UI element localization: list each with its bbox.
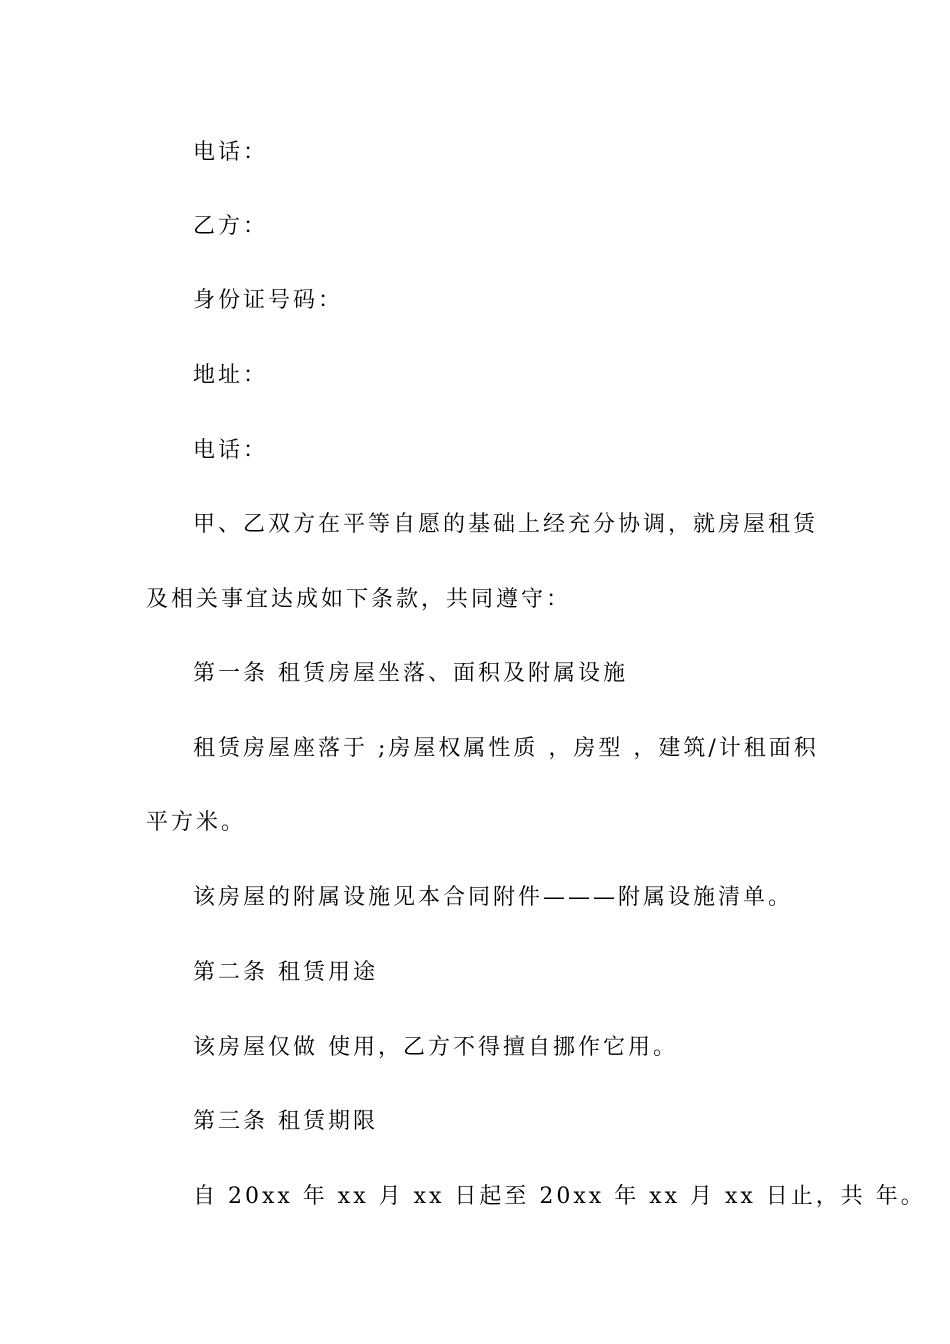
party-b-phone-line: 电话： <box>193 438 269 463</box>
article-2-text: 该房屋仅做 使用，乙方不得擅自挪作它用。 <box>193 1035 678 1060</box>
article-2-heading: 第二条 租赁用途 <box>193 960 378 985</box>
party-a-phone-line: 电话： <box>193 140 269 165</box>
article-1-heading: 第一条 租赁房屋坐落、面积及附属设施 <box>193 661 628 686</box>
party-b-address-line: 地址： <box>193 363 269 388</box>
party-b-line: 乙方： <box>193 214 269 239</box>
article-3-text: 自 20xx 年 xx 月 xx 日起至 20xx 年 xx 月 xx 日止，共 年。 <box>193 1184 926 1209</box>
article-1-facilities-line: 该房屋的附属设施见本合同附件———附属设施清单。 <box>193 885 794 910</box>
article-1-text-line-2: 平方米。 <box>146 810 247 835</box>
preamble-line-1: 甲、乙双方在平等自愿的基础上经充分协调，就房屋租赁 <box>193 512 819 537</box>
article-3-heading: 第三条 租赁期限 <box>193 1109 378 1134</box>
article-1-text-line-1: 租赁房屋座落于 ;房屋权属性质 ，房型 ，建筑/计租面积 <box>193 736 819 761</box>
party-b-id-number-line: 身份证号码： <box>193 288 344 313</box>
preamble-line-2: 及相关事宜达成如下条款，共同遵守： <box>146 587 572 612</box>
